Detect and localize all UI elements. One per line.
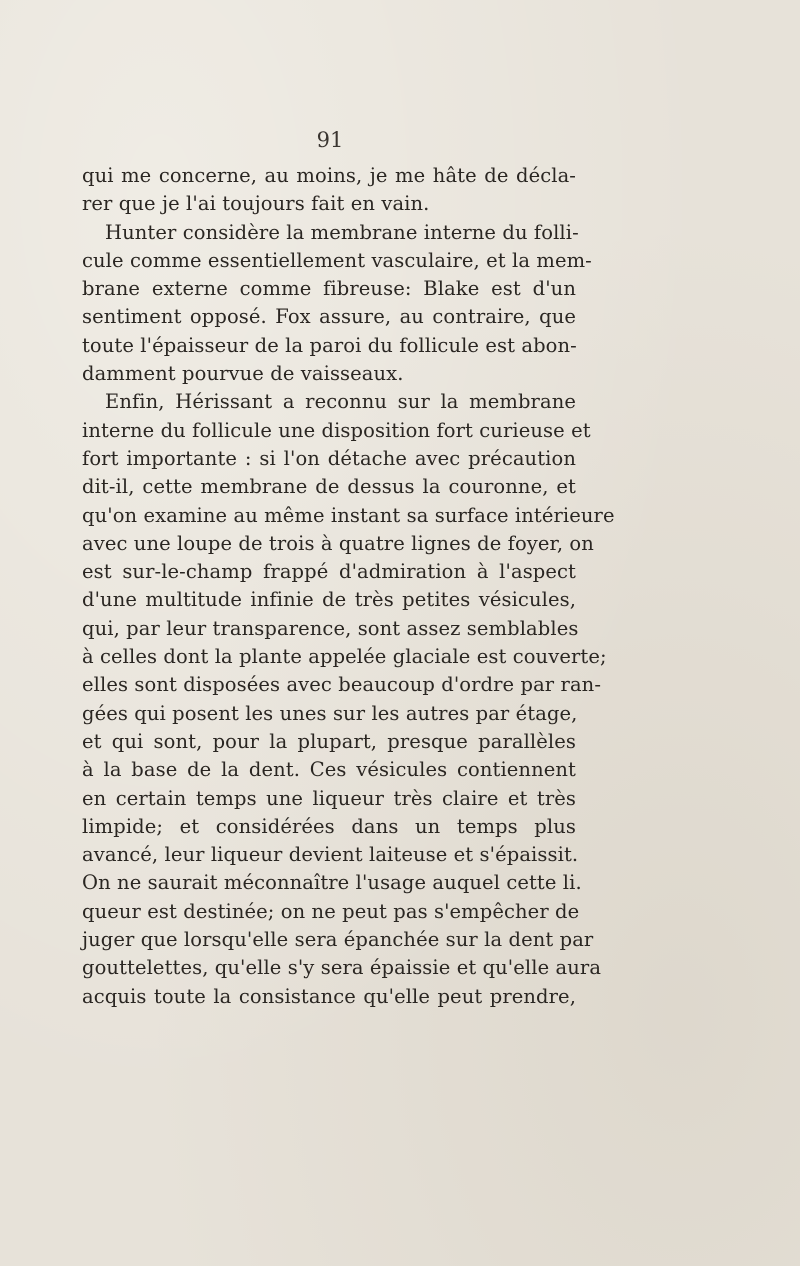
text-line: en certain temps une liqueur très claire et très [82,786,576,810]
text-line: queur est destinée; on ne peut pas s'empêcher de [82,899,580,923]
text-line: gouttelettes, qu'elle s'y sera épaissie et qu'elle aura [82,956,602,980]
text-line: Hunter considère la membrane interne du folli- [105,220,579,244]
text-line: avec une loupe de trois à quatre lignes de foyer, on [82,531,594,555]
text-line: elles sont disposées avec beaucoup d'ordre par ran- [82,673,602,697]
text-line: à celles dont la plante appelée glaciale est couverte; [82,645,607,669]
text-line: et qui sont, pour la plupart, presque parallèles [82,729,576,753]
text-line: dit-il, cette membrane de dessus la couronne, et [82,475,576,499]
body-text [82,162,615,1011]
text-line: On ne saurait méconnaître l'usage auquel cette li. [82,871,582,895]
text-line: qui, par leur transparence, sont assez semblables [82,616,579,640]
text-line: juger que lorsqu'elle sera épanchée sur la dent par [82,928,594,952]
text-line: à la base de la dent. Ces vésicules contiennent [82,758,576,782]
text-line: acquis toute la consistance qu'elle peut prendre, [82,984,576,1008]
text-line: d'une multitude infinie de très petites vésicules, [82,588,576,612]
text-line: brane externe comme fibreuse: Blake est d'un [82,277,576,301]
page-number: 91 [316,128,344,152]
text-line: interne du follicule une disposition fort curieuse et [82,418,591,442]
text-line: Enfin, Hérissant a reconnu sur la membrane [105,390,576,414]
text-line: fort importante : si l'on détache avec précaution [82,446,576,470]
text-line: toute l'épaisseur de la paroi du follicule est abon- [82,333,577,357]
text-line: qu'on examine au même instant sa surface intérieure [82,503,615,527]
text-line: limpide; et considérées dans un temps plus [82,814,576,838]
text-line: sentiment opposé. Fox assure, au contraire, que [82,305,576,329]
text-line: qui me concerne, au moins, je me hâte de décla- [82,164,576,187]
text-line: damment pourvue de vaisseaux. [82,362,404,386]
text-line: rer que je l'ai toujours fait en vain. [82,192,430,216]
text-line: avancé, leur liqueur devient laiteuse et s'épaissit. [82,843,579,867]
text-line: cule comme essentiellement vasculaire, et la mem- [82,248,592,272]
text-line: est sur-le-champ frappé d'admiration à l'aspect [82,560,576,584]
text-line: gées qui posent les unes sur les autres par étage, [82,701,578,725]
